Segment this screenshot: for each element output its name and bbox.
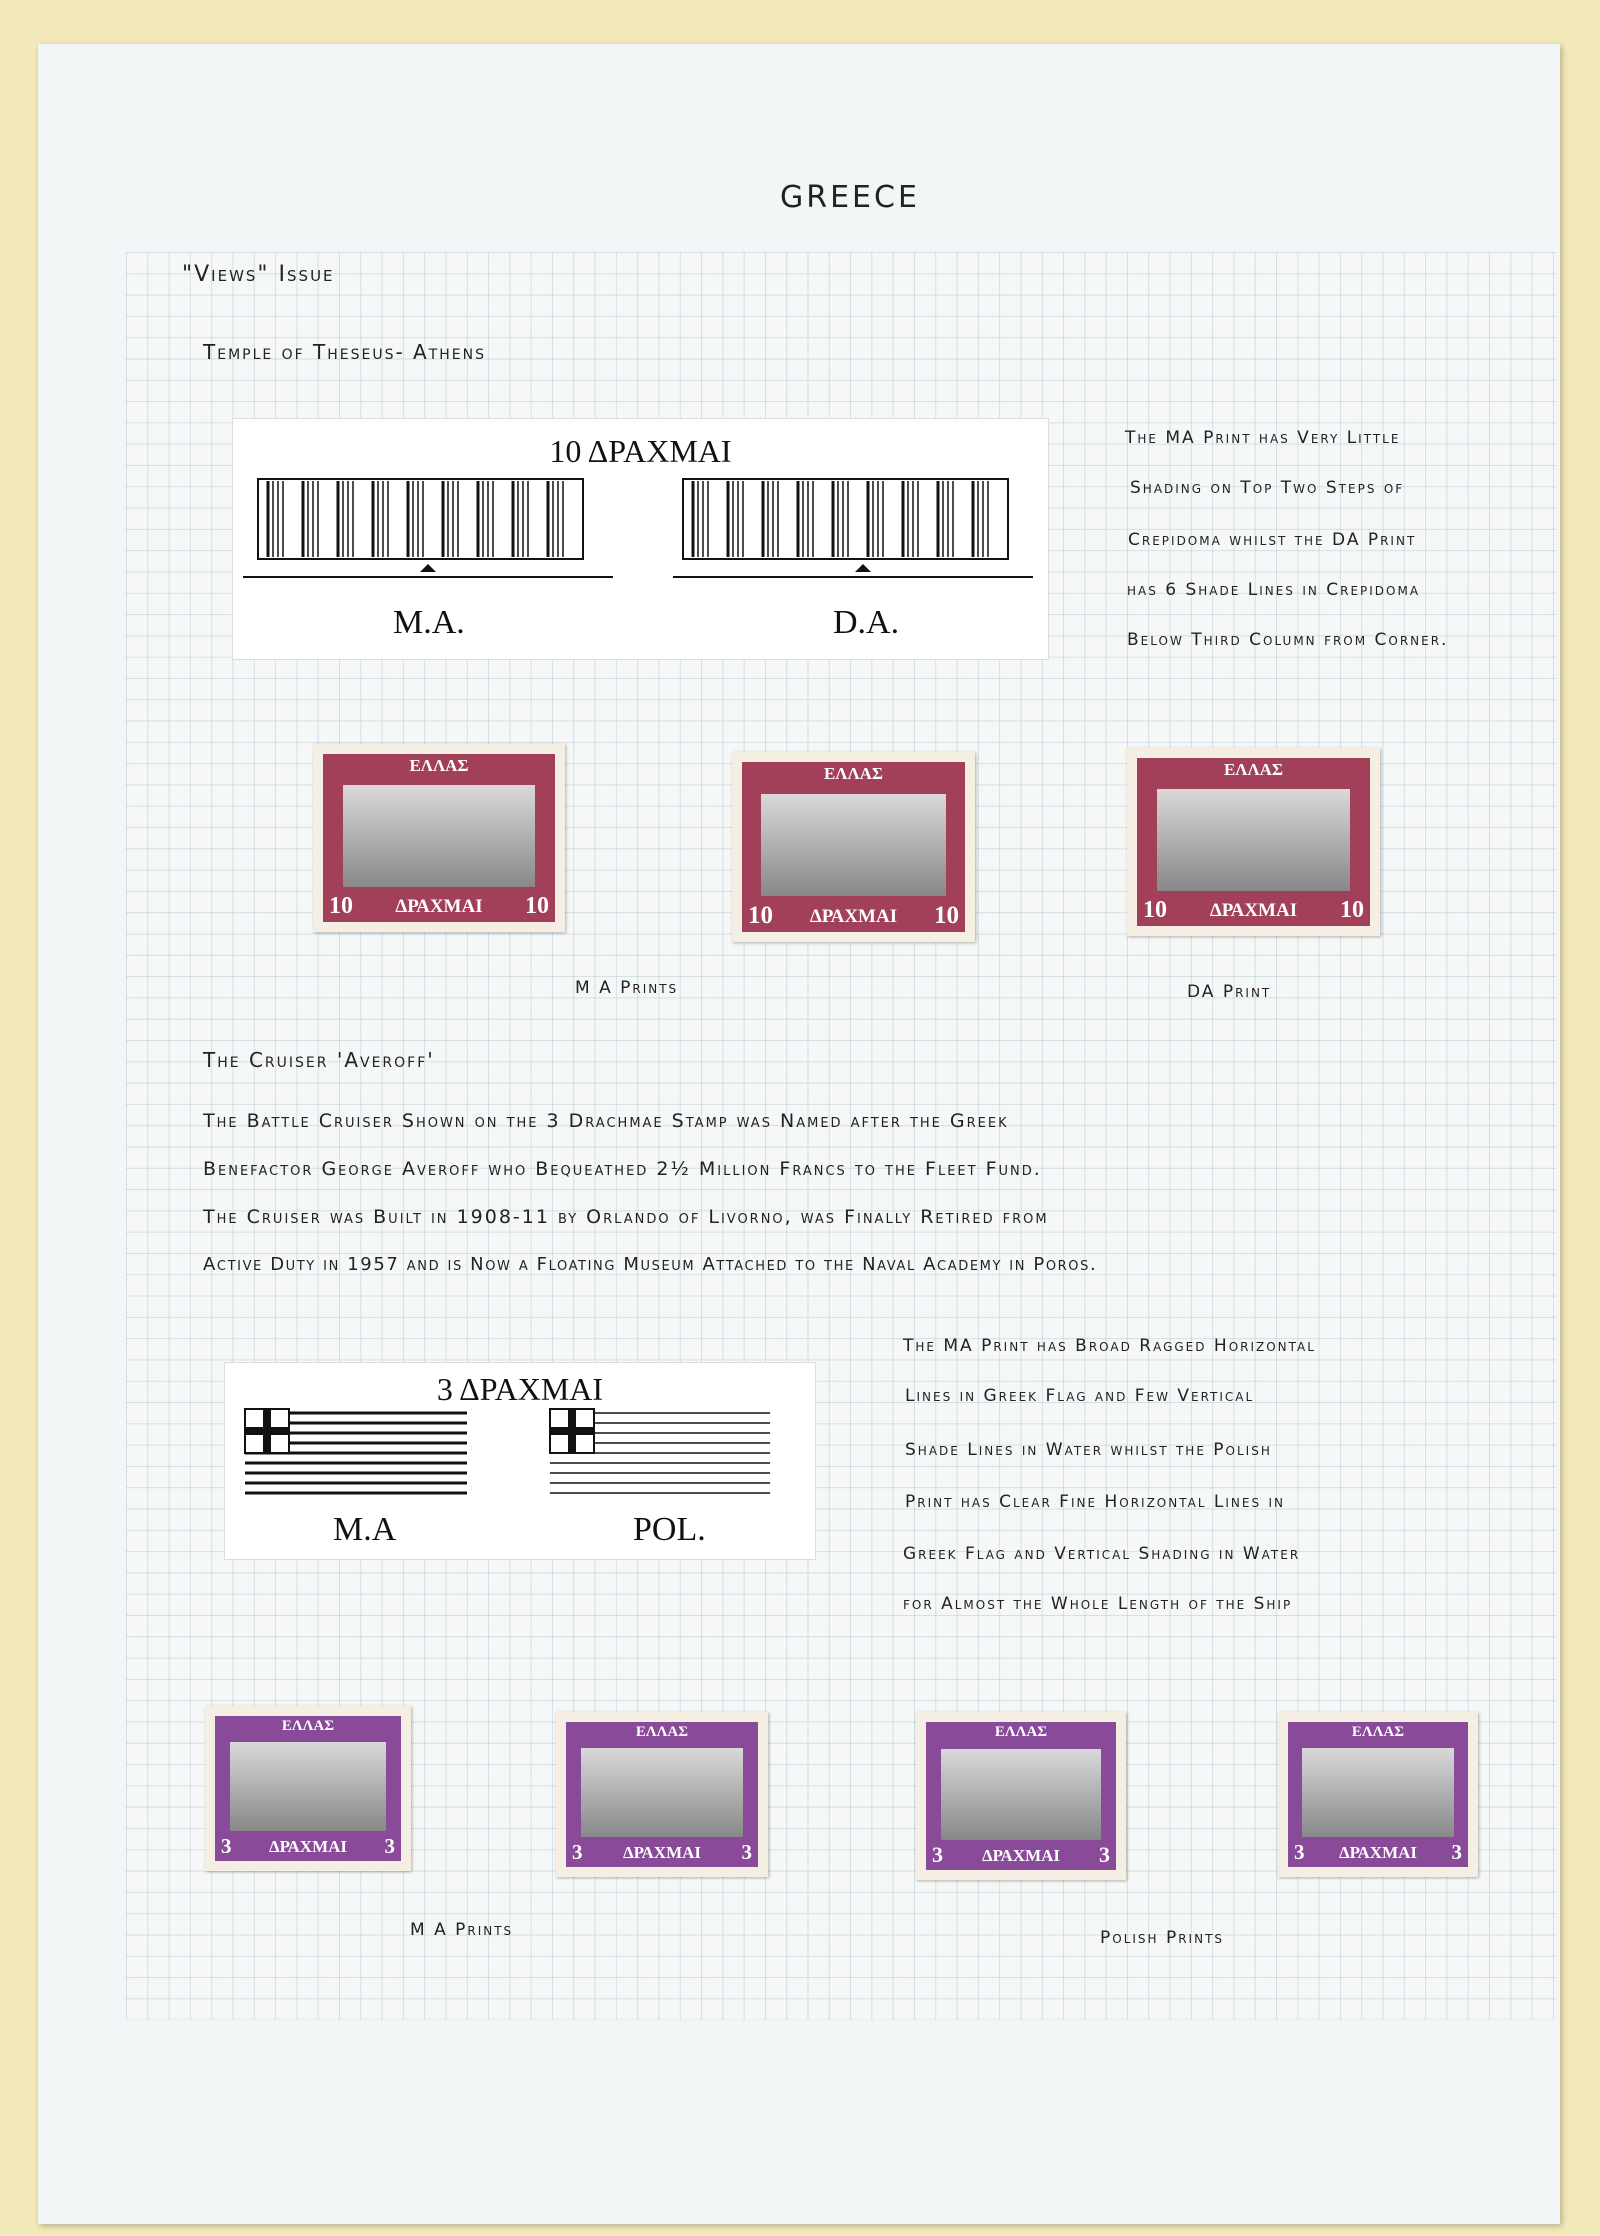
stamp-currency: ΔΡΑΧΜΑΙ [268,1837,348,1856]
stamp-country: ΕΛΛΑΣ [409,756,469,775]
cruiser-print-diagram [224,1362,816,1560]
stamp-country: ΕΛΛΑΣ [1223,760,1284,779]
stamp-country: ΕΛΛΑΣ [281,1718,335,1734]
note-line: Below Third Column from Corner. [1127,630,1449,650]
stamp-currency: ΔΡΑΧΜΑΙ [1209,900,1298,921]
caption-cruiser-ma: M A Prints [410,1920,514,1940]
cruiser-stamp-ma-1 [205,1706,411,1871]
ma-label: M.A. [393,604,465,641]
note-line: Shading on Top Two Steps of [1130,478,1405,498]
cruiser-stamp-pol-1 [916,1712,1126,1880]
caption-temple-da: DA Print [1187,982,1272,1002]
note-line: for Almost the Whole Length of the Ship [903,1594,1293,1614]
stamp-value-right: 10 [1340,897,1364,923]
temple-stamp-ma-1 [313,744,565,932]
paragraph-line: The Battle Cruiser Shown on the 3 Drachmae Stamp was Named after the Greek [203,1110,1009,1132]
cruiser-heading: The Cruiser 'Averoff' [203,1048,435,1072]
stamp-value-left: 3 [572,1840,583,1864]
ship-vignette [1302,1748,1454,1837]
temple-vignette [1157,789,1349,891]
caption-cruiser-pol: Polish Prints [1100,1928,1225,1948]
stamp-currency: ΔΡΑΧΜΑΙ [809,906,898,927]
caption-temple-ma: M A Prints [575,978,679,998]
stamp-value-right: 10 [525,893,549,919]
ship-vignette [230,1742,387,1831]
stamp-country: ΕΛΛΑΣ [994,1724,1048,1740]
ship-vignette [581,1748,742,1837]
stamp-value-right: 3 [1099,1842,1110,1867]
stamp-currency: ΔΡΑΧΜΑΙ [1338,1843,1418,1862]
stamp-value-left: 10 [329,893,353,919]
note-line: Greek Flag and Vertical Shading in Water [903,1544,1301,1564]
note-line: Crepidoma whilst the DA Print [1128,530,1417,550]
note-line: The MA Print has Very Little [1125,428,1401,448]
paragraph-line: Active Duty in 1957 and is Now a Floating Museum Attached to the Naval Academy in Poros. [203,1254,1098,1275]
stamp-currency: ΔΡΑΧΜΑΙ [981,1846,1061,1865]
stamp-value-right: 10 [934,902,959,929]
temple-columns-illustration [233,419,1048,659]
temple-vignette [761,794,946,897]
stamp-value-right: 3 [741,1840,752,1864]
temple-heading: Temple of Theseus- Athens [203,340,487,364]
paragraph-line: The Cruiser was Built in 1908-11 by Orlando of Livorno, was Finally Retired from [203,1206,1049,1228]
stamp-value-right: 3 [1451,1840,1462,1864]
stamp-value-left: 3 [1294,1840,1305,1864]
diagram-title: 10 ΔΡΑΧΜΑΙ [549,433,732,469]
stamp-value-left: 10 [1143,897,1167,923]
stamp-value-left: 3 [932,1842,943,1867]
stamp-value-left: 10 [748,902,773,929]
stamp-value-right: 3 [384,1834,395,1858]
stamp-value-left: 3 [221,1834,232,1858]
paragraph-line: Benefactor George Averoff who Bequeathed 2½ Million Francs to the Fleet Fund. [203,1158,1042,1180]
note-line: The MA Print has Broad Ragged Horizontal [903,1336,1316,1356]
ship-vignette [941,1749,1101,1840]
note-line: has 6 Shade Lines in Crepidoma [1127,580,1421,600]
stamp-currency: ΔΡΑΧΜΑΙ [622,1843,702,1862]
temple-vignette [343,785,535,887]
da-label: D.A. [833,604,900,641]
temple-stamp-ma-2 [732,752,975,942]
temple-print-diagram [232,418,1049,660]
stamp-country: ΕΛΛΑΣ [1351,1724,1405,1740]
greek-flag-illustration [225,1363,815,1559]
stamp-country: ΕΛΛΑΣ [635,1724,689,1740]
temple-stamp-da [1127,748,1380,936]
pol-label: POL. [633,1511,706,1548]
stamp-country: ΕΛΛΑΣ [823,764,884,783]
stamp-currency: ΔΡΑΧΜΑΙ [395,896,483,917]
note-line: Print has Clear Fine Horizontal Lines in [905,1492,1286,1512]
issue-heading: "Views" Issue [182,262,335,287]
diagram-title: 3 ΔΡΑΧΜΑΙ [436,1371,604,1407]
cruiser-stamp-pol-2 [1278,1712,1478,1877]
note-line: Shade Lines in Water whilst the Polish [905,1440,1272,1460]
cruiser-stamp-ma-2 [556,1712,768,1877]
ma-label: M.A [333,1511,397,1548]
note-line: Lines in Greek Flag and Few Vertical [905,1386,1255,1406]
page-title: GREECE [780,180,920,215]
